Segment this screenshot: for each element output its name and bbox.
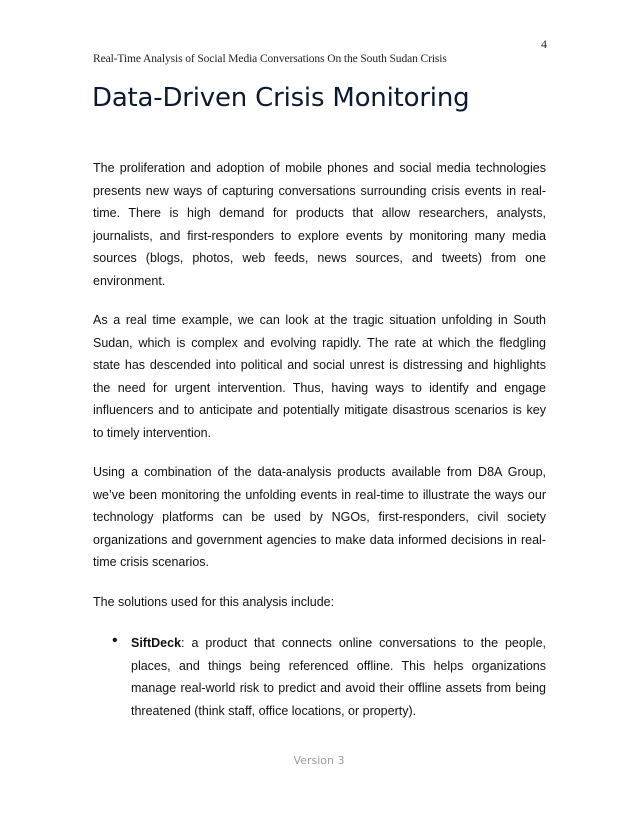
page-title: Data-Driven Crisis Monitoring [92, 83, 470, 113]
paragraph-intro: The proliferation and adoption of mobile phones and social media technologies presents new ways of capturing conversations surrounding crisis events in real-time. There is high demand for products that allow researchers, analysts, journalists, and first-responders to explore events by monitoring many media sources (blogs, photos, web feeds, news sources, and tweets) from one environment. [93, 161, 546, 288]
paragraph-south-sudan: As a real time example, we can look at the tragic situation unfolding in South Sudan, which is complex and evolving rapidly. The rate at which the fledgling state has descended into political and social unrest is distressing and highlights the need for urgent intervention. Thus, having ways to identify and engage influencers and to anticipate and potentially mitigate disastrous scenarios is key to timely intervention. [93, 313, 546, 440]
paragraph-d8a-group: Using a combination of the data-analysis products available from D8A Group, we’ve been monitoring the unfolding events in real-time to illustrate the ways our technology platforms can be used by NGOs, first-responders, civil society organizations and government agencies to make data informed decisions in real-time crisis scenarios. [93, 465, 546, 569]
footer-version: Version 3 [293, 754, 345, 767]
running-header: Real-Time Analysis of Social Media Conversations On the South Sudan Crisis [93, 53, 447, 65]
solutions-list [93, 632, 546, 722]
body-text [93, 157, 546, 722]
bullet-icon: • [112, 632, 118, 649]
page-number: 4 [541, 37, 547, 51]
solution-description: : a product that connects online conversations to the people, places, and things being referenced offline. This helps organizations manage real-world risk to predict and avoid their offline assets from being threatened (think staff, office locations, or property). [131, 636, 546, 718]
solution-term: SiftDeck [131, 636, 182, 650]
solutions-intro: The solutions used for this analysis include: [93, 594, 335, 609]
list-item [93, 632, 546, 722]
